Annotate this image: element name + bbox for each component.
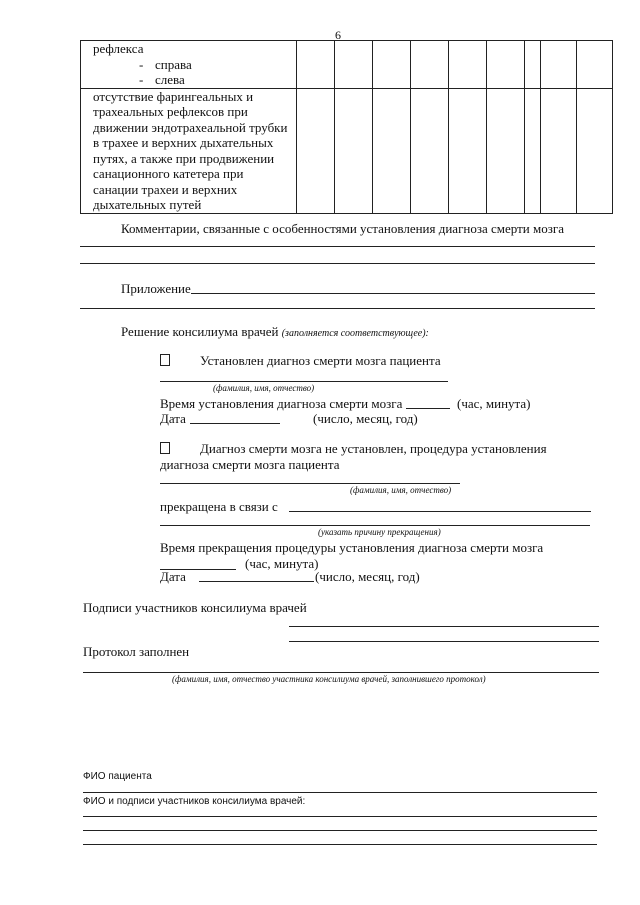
criterion-text: отсутствие фарингеальных и трахеальных рефлексов при движении эндотрахеальной трубки в трахее и верхних дыхательных путях, а также при продвижении санационного катетера при санации трахеи и верхних дыхательных путей [93, 88, 288, 212]
comments-line-2[interactable] [80, 263, 595, 264]
established-date-line[interactable] [190, 423, 280, 424]
table-cell[interactable] [577, 88, 613, 213]
established-date-label: Дата [160, 411, 186, 426]
established-fio-caption: (фамилия, имя, отчество) [213, 383, 315, 393]
list-item: - слева [139, 72, 185, 87]
page-number: 6 [335, 28, 341, 42]
stop-date-label: Дата [160, 569, 186, 584]
established-checkbox[interactable] [160, 354, 170, 366]
table-cell[interactable] [541, 41, 577, 89]
table-row [81, 88, 613, 213]
not-established-text-2: диагноза смерти мозга пациента [160, 457, 340, 472]
table-cell[interactable] [297, 41, 335, 89]
participants-line-2[interactable] [83, 830, 597, 831]
filled-caption: (фамилия, имя, отчество участника консилиума врачей, заполнившего протокол) [172, 674, 486, 684]
stop-date-unit: (число, месяц, год) [315, 569, 420, 584]
criterion-cell [81, 41, 297, 89]
table-cell[interactable] [577, 41, 613, 89]
participants-line-1[interactable] [83, 816, 597, 817]
table-cell[interactable] [297, 88, 335, 213]
option-not-established: Диагноз смерти мозга не установлен, процедура установления [160, 441, 547, 457]
established-time-unit: (час, минута) [457, 396, 531, 411]
table-cell[interactable] [411, 88, 449, 213]
table-cell[interactable] [373, 88, 411, 213]
table-cell[interactable] [449, 41, 487, 89]
stop-time-label: Время прекращения процедуры установления диагноза смерти мозга [160, 540, 544, 555]
established-time-label: Время установления диагноза смерти мозга [160, 396, 403, 411]
not-established-fio-line[interactable] [160, 483, 460, 484]
signatures-label: Подписи участников консилиума врачей [83, 600, 307, 615]
option-established: Установлен диагноз смерти мозга пациента [160, 353, 441, 369]
not-established-fio-caption: (фамилия, имя, отчество) [350, 485, 452, 495]
stopped-reason-line-2[interactable] [160, 525, 590, 526]
table-cell[interactable] [373, 41, 411, 89]
filled-line[interactable] [83, 672, 599, 673]
comments-line-1[interactable] [80, 246, 595, 247]
patient-fio-line[interactable] [83, 792, 597, 793]
table-cell[interactable] [525, 88, 541, 213]
criterion-cell [81, 88, 297, 213]
signature-line-1[interactable] [289, 626, 599, 627]
appendix-line[interactable] [191, 293, 595, 294]
filled-label: Протокол заполнен [83, 644, 190, 659]
table-cell[interactable] [541, 88, 577, 213]
participants-label: ФИО и подписи участников консилиума врачей: [83, 796, 306, 807]
decision-label: Решение консилиума врачей (заполняется соответствующее): [121, 324, 429, 339]
table-cell[interactable] [335, 41, 373, 89]
table-cell[interactable] [449, 88, 487, 213]
not-established-checkbox[interactable] [160, 442, 170, 454]
table-cell[interactable] [335, 88, 373, 213]
table-cell[interactable] [487, 41, 525, 89]
established-fio-line[interactable] [160, 381, 448, 382]
established-time-line[interactable] [406, 408, 450, 409]
stop-time-unit: (час, минута) [245, 556, 319, 571]
list-item: - справа [139, 56, 192, 72]
patient-fio-label: ФИО пациента [83, 771, 152, 782]
signature-line-2[interactable] [289, 641, 599, 642]
criteria-table [80, 40, 613, 214]
table-cell[interactable] [487, 88, 525, 213]
stopped-reason-line[interactable] [289, 511, 591, 512]
participants-line-3[interactable] [83, 844, 597, 845]
table-row [81, 41, 613, 89]
table-cell[interactable] [411, 41, 449, 89]
appendix-line-2[interactable] [80, 308, 595, 309]
criterion-text: рефлекса [93, 41, 144, 56]
stop-date-line[interactable] [199, 581, 314, 582]
established-date-unit: (число, месяц, год) [313, 411, 418, 426]
reason-caption: (указать причину прекращения) [318, 527, 441, 537]
appendix-label: Приложение [121, 281, 191, 296]
stopped-label: прекращена в связи с [160, 499, 278, 514]
comments-label: Комментарии, связанные с особенностями установления диагноза смерти мозга [121, 221, 564, 236]
table-cell[interactable] [525, 41, 541, 89]
